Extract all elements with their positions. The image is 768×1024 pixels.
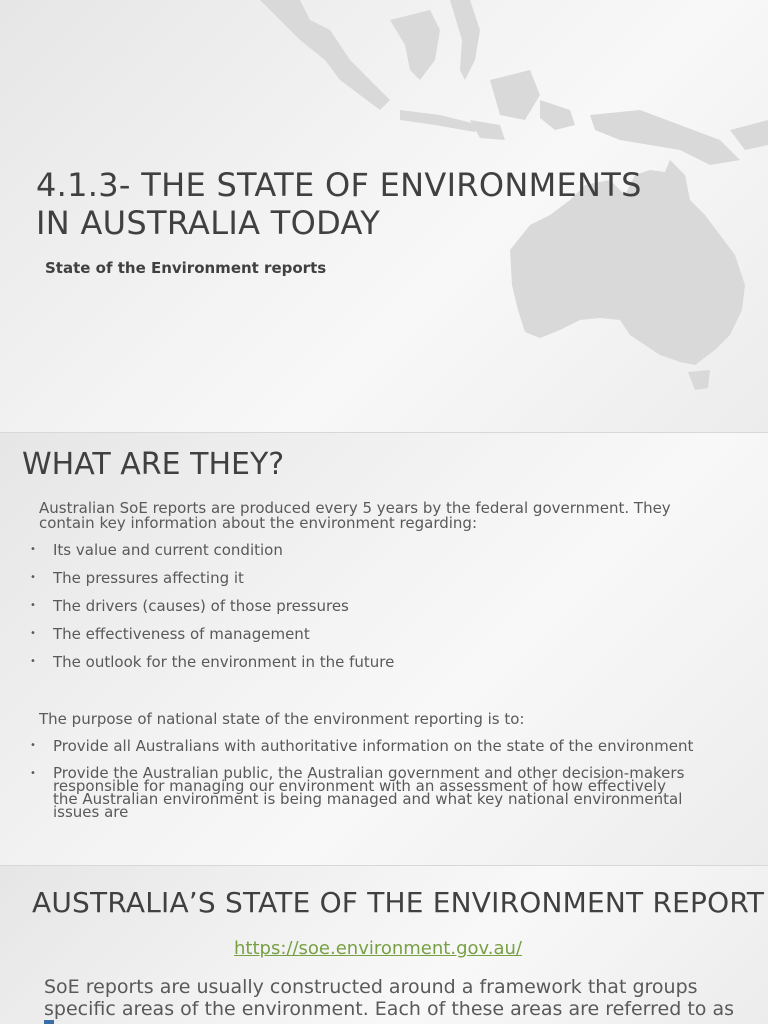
body-line-1: SoE reports are usually constructed around a framework that groups <box>44 976 698 998</box>
slide-subtitle: State of the Environment reports <box>45 259 327 277</box>
bullet-icon: • <box>30 572 36 583</box>
purpose-list <box>30 737 730 827</box>
bullet-icon: • <box>30 544 36 555</box>
slide-title <box>0 0 768 432</box>
list-item-text: The outlook for the environment in the future <box>53 653 395 671</box>
slide-heading: AUSTRALIA’S STATE OF THE ENVIRONMENT REPORT <box>32 886 765 919</box>
bullet-icon: • <box>30 740 36 751</box>
list-item-text: Its value and current condition <box>53 541 283 559</box>
list-item <box>30 569 730 597</box>
list-item <box>30 597 730 625</box>
list-item <box>30 765 730 827</box>
bullet-icon: • <box>30 768 36 779</box>
bullet-icon: • <box>30 656 36 667</box>
list-item-text: Provide all Australians with authoritative information on the state of the environment <box>53 737 694 755</box>
slide-title-heading <box>36 166 656 242</box>
title-line-2: IN AUSTRALIA TODAY <box>36 204 381 242</box>
slide-what-are-they <box>0 433 768 865</box>
list-item-text: The pressures affecting it <box>53 569 244 587</box>
list-item-text: The effectiveness of management <box>53 625 310 643</box>
purpose-text: The purpose of national state of the environment reporting is to: <box>39 710 525 728</box>
body-paragraph <box>44 976 734 1020</box>
bullet-icon: • <box>30 628 36 639</box>
cut-off-text-fragment <box>44 1020 54 1024</box>
list-item <box>30 653 730 681</box>
list-item <box>30 737 730 765</box>
list-item-text: The drivers (causes) of those pressures <box>53 597 349 615</box>
list-item <box>30 541 730 569</box>
bullet-icon: • <box>30 600 36 611</box>
slide-soe-report <box>0 866 768 1024</box>
list-item <box>30 625 730 653</box>
list-item-text: Provide the Australian public, the Australian government and other decision-makers responsible for managing our environment with an assessment of how effectively the Australian environment is being managed and what key national environmental issues are <box>53 764 685 821</box>
title-line-1: 4.1.3- THE STATE OF ENVIRONMENTS <box>36 166 642 204</box>
intro-paragraph: Australian SoE reports are produced every 5 years by the federal government. They contain key information about the environment regarding: <box>39 499 671 532</box>
soe-website-link[interactable]: https://soe.environment.gov.au/ <box>234 938 522 959</box>
slide-heading: WHAT ARE THEY? <box>22 447 285 482</box>
body-line-2: specific areas of the environment. Each of these areas are referred to as <box>44 998 734 1020</box>
info-list <box>30 541 730 681</box>
